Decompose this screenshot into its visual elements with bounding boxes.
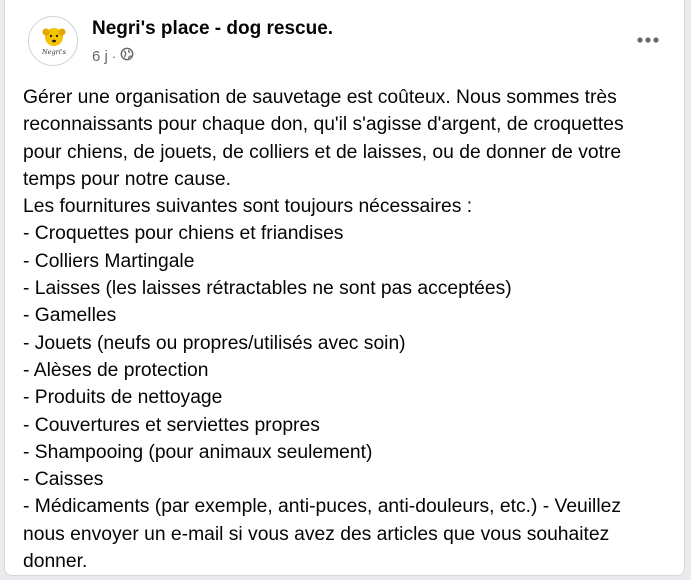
logo-text: Negri's (41, 48, 67, 56)
post-meta (92, 47, 134, 65)
post-line: - Shampooing (pour animaux seulement) (23, 441, 373, 463)
post-line: pour chiens, de jouets, de colliers et de laisses, ou de donner de votre (23, 141, 622, 163)
post-line: - Caisses (23, 469, 104, 491)
post-line: - Laisses (les laisses rétractables ne sont pas acceptées) (23, 278, 512, 300)
post-line: - Couvertures et serviettes propres (23, 414, 320, 436)
post-line: reconnaissants pour chaque don, qu'il s'agisse d'argent, de croquettes (23, 114, 624, 136)
post-line: - Alèses de protection (23, 359, 209, 381)
post-line: - Colliers Martingale (23, 250, 195, 272)
page-name-link[interactable]: Negri's place - dog rescue. (92, 18, 334, 39)
page-logo (29, 17, 78, 66)
post-line: - Médicaments (par exemple, anti-puces, anti-douleurs, etc.) - Veuillez (23, 496, 621, 518)
post-line: - Jouets (neufs ou propres/utilisés avec soin) (23, 332, 406, 354)
post-line: donner. (23, 551, 88, 573)
post-body (23, 84, 673, 575)
post-line: nous envoyer un e-mail si vous avez des articles que vous souhaitez (23, 523, 610, 545)
post-line: - Produits de nettoyage (23, 387, 223, 409)
post-timestamp[interactable]: 6 j (92, 47, 108, 65)
post-line: Les fournitures suivantes sont toujours nécessaires : (23, 196, 473, 218)
page-avatar[interactable] (28, 16, 78, 66)
post-line: - Gamelles (23, 305, 117, 327)
globe-icon[interactable] (120, 47, 134, 65)
post-line: Gérer une organisation de sauvetage est coûteux. Nous sommes très (23, 87, 617, 108)
more-horizontal-icon (636, 36, 660, 44)
more-options-button[interactable] (630, 26, 666, 54)
post-line: temps pour notre cause. (23, 168, 231, 190)
meta-separator: · (111, 48, 117, 64)
post-line: - Croquettes pour chiens et friandises (23, 223, 344, 245)
post-card (4, 0, 685, 576)
